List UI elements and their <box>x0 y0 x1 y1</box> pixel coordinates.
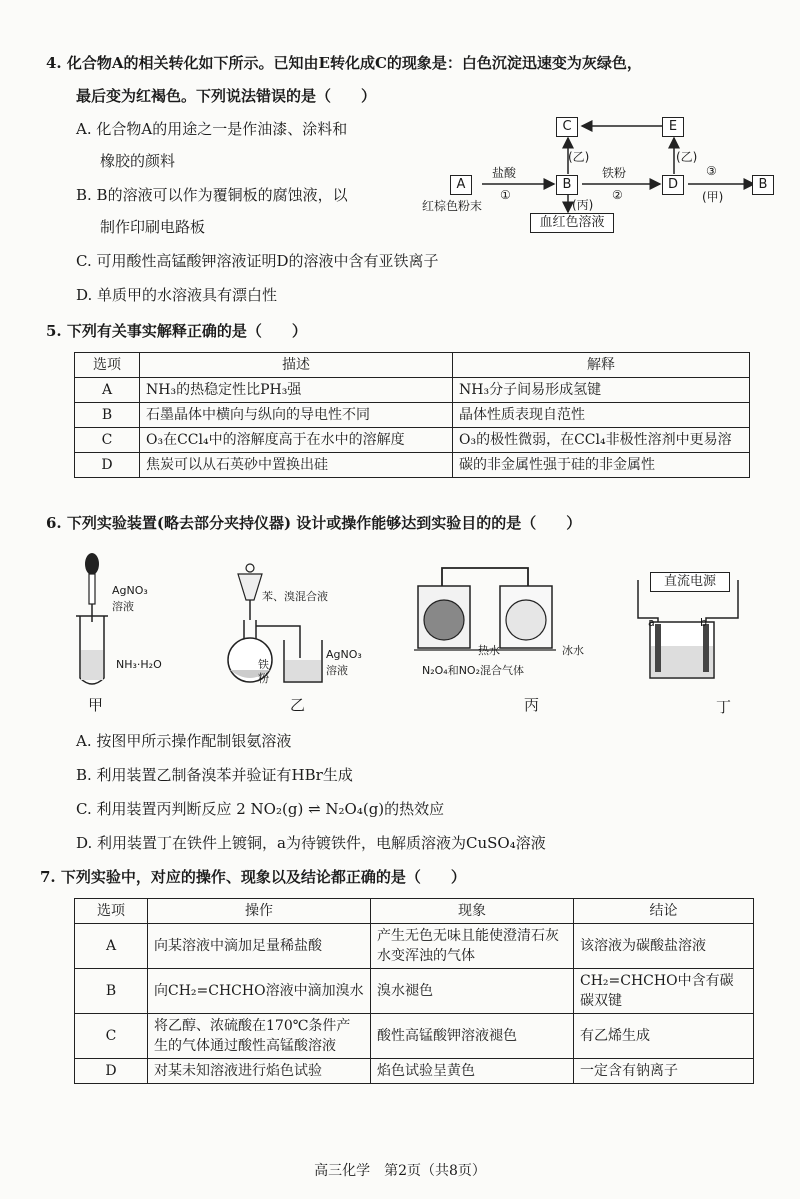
q7-cell: B <box>75 969 148 1014</box>
q6-label-benzene: 苯、溴混合液 <box>262 590 328 603</box>
q4-box-blood: 血红色溶液 <box>530 213 614 233</box>
q5-stem: 5. 下列有关事实解释正确的是（ ） <box>46 322 307 340</box>
q6-label-fe-1: 铁 <box>258 658 269 671</box>
q7-cell: C <box>75 1014 148 1059</box>
q4-option-b-line2: 制作印刷电路板 <box>100 218 206 236</box>
table-row <box>75 924 754 969</box>
q6-option-d: D. 利用装置丁在铁件上镀铜，a为待镀铁件，电解质溶液为CuSO₄溶液 <box>76 834 546 852</box>
q4-option-d: D. 单质甲的水溶液具有漂白性 <box>76 286 278 304</box>
q5-table <box>74 352 750 478</box>
q6-fig-jia-caption: 甲 <box>88 696 104 714</box>
q7-table <box>74 898 754 1084</box>
q4-label-step3: ③ <box>706 164 717 178</box>
q4-box-c: C <box>556 117 578 137</box>
q7-cell: 该溶液为碳酸盐溶液 <box>574 924 754 969</box>
q5-cell: NH₃的热稳定性比PH₃强 <box>140 378 453 403</box>
q6-label-agno3-2: AgNO₃ <box>326 648 362 661</box>
q4-box-b2: B <box>752 175 774 195</box>
q7-header-operation: 操作 <box>148 899 371 924</box>
q5-cell: NH₃分子间易形成氢键 <box>453 378 750 403</box>
page-footer: 高三化学 第2页（共8页） <box>314 1163 486 1179</box>
q6-label-fe-2: 粉 <box>258 672 269 685</box>
q4-box-e: E <box>662 117 684 137</box>
q7-cell: 向CH₂=CHCHO溶液中滴加溴水 <box>148 969 371 1014</box>
q6-option-b: B. 利用装置乙制备溴苯并验证有HBr生成 <box>76 766 353 784</box>
q6-label-b: b <box>700 616 707 629</box>
q6-fig-yi-caption: 乙 <box>290 696 306 714</box>
q5-cell: B <box>75 403 140 428</box>
q7-header-conclusion: 结论 <box>574 899 754 924</box>
q4-option-c: C. 可用酸性高锰酸钾溶液证明D的溶液中含有亚铁离子 <box>76 252 439 270</box>
q5-cell: 晶体性质表现自范性 <box>453 403 750 428</box>
table-row <box>75 428 750 453</box>
q5-cell: 焦炭可以从石英砂中置换出硅 <box>140 453 453 478</box>
q6-option-a: A. 按图甲所示操作配制银氨溶液 <box>76 732 292 750</box>
q6-label-a: a <box>648 616 655 629</box>
q7-cell: D <box>75 1059 148 1084</box>
q5-cell: O₃的极性微弱，在CCl₄非极性溶剂中更易溶 <box>453 428 750 453</box>
q6-label-sol-1: 溶液 <box>112 600 134 613</box>
q4-stem-line1: 4. 化合物A的相关转化如下所示。已知由E转化成C的现象是：白色沉淀迅速变为灰绿色， <box>46 54 642 72</box>
q5-header-desc: 描述 <box>140 353 453 378</box>
q7-header-option: 选项 <box>75 899 148 924</box>
q4-option-a-line1: A. 化合物A的用途之一是作油漆、涂料和 <box>76 120 348 138</box>
q6-option-c: C. 利用装置丙判断反应 2 NO₂(g) ⇌ N₂O₄(g)的热效应 <box>76 800 445 818</box>
q6-label-agno3-1: AgNO₃ <box>112 584 148 597</box>
q7-table-header <box>75 899 754 924</box>
q4-label-yi1: (乙) <box>568 150 590 164</box>
q6-label-mix: N₂O₄和NO₂混合气体 <box>422 664 525 677</box>
q4-label-step1: ① <box>500 188 511 202</box>
q6-label-sol-2: 溶液 <box>326 664 348 677</box>
q7-cell: 有乙烯生成 <box>574 1014 754 1059</box>
q4-label-yi2: (乙) <box>676 150 698 164</box>
table-row <box>75 1059 754 1084</box>
q6-label-nh3: NH₃·H₂O <box>116 658 162 671</box>
q5-cell: A <box>75 378 140 403</box>
q5-cell: 石墨晶体中横向与纵向的导电性不同 <box>140 403 453 428</box>
q4-box-d: D <box>662 175 684 195</box>
q4-label-hcl: 盐酸 <box>492 166 517 180</box>
q4-label-step2: ② <box>612 188 623 202</box>
q7-stem: 7. 下列实验中，对应的操作、现象以及结论都正确的是（ ） <box>40 868 466 886</box>
q7-cell: A <box>75 924 148 969</box>
q7-cell: CH₂=CHCHO中含有碳碳双键 <box>574 969 754 1014</box>
table-row <box>75 969 754 1014</box>
q7-header-phenomenon: 现象 <box>371 899 574 924</box>
q5-header-option: 选项 <box>75 353 140 378</box>
q7-cell: 将乙醇、浓硫酸在170℃条件产生的气体通过酸性高锰酸溶液 <box>148 1014 371 1059</box>
q7-cell: 焰色试验呈黄色 <box>371 1059 574 1084</box>
q4-box-a: A <box>450 175 472 195</box>
table-row <box>75 378 750 403</box>
table-row <box>75 453 750 478</box>
table-row <box>75 1014 754 1059</box>
q7-cell: 一定含有钠离子 <box>574 1059 754 1084</box>
q4-option-b-line1: B. B的溶液可以作为覆铜板的腐蚀液，以 <box>76 186 348 204</box>
q7-cell: 向某溶液中滴加足量稀盐酸 <box>148 924 371 969</box>
table-row <box>75 403 750 428</box>
q5-cell: C <box>75 428 140 453</box>
q6-label-ice: 冰水 <box>562 644 584 657</box>
q7-cell: 产生无色无味且能使澄清石灰水变浑浊的气体 <box>371 924 574 969</box>
q6-fig-ding-caption: 丁 <box>716 698 732 716</box>
q7-cell: 酸性高锰酸钾溶液褪色 <box>371 1014 574 1059</box>
q5-cell: D <box>75 453 140 478</box>
q5-header-explain: 解释 <box>453 353 750 378</box>
q4-label-bing: (丙) <box>572 198 594 212</box>
q4-label-jia: (甲) <box>702 190 724 204</box>
q6-label-hot: 热水 <box>478 644 500 657</box>
q4-stem-line2: 最后变为红褐色。下列说法错误的是（ ） <box>76 87 377 105</box>
q4-box-b: B <box>556 175 578 195</box>
q6-stem: 6. 下列实验装置(略去部分夹持仪器) 设计或操作能够达到实验目的的是（ ） <box>46 514 582 532</box>
q6-fig-bing-caption: 丙 <box>524 696 540 714</box>
q7-cell: 溴水褪色 <box>371 969 574 1014</box>
q4-option-a-line2: 橡胶的颜料 <box>100 152 176 170</box>
q5-cell: 碳的非金属性强于硅的非金属性 <box>453 453 750 478</box>
q4-a-note: 红棕色粉末 <box>422 199 483 213</box>
q6-label-dc: 直流电源 <box>650 572 730 592</box>
q7-cell: 对某未知溶液进行焰色试验 <box>148 1059 371 1084</box>
q5-table-header <box>75 353 750 378</box>
q4-label-fe: 铁粉 <box>602 166 627 180</box>
q5-cell: O₃在CCl₄中的溶解度高于在水中的溶解度 <box>140 428 453 453</box>
